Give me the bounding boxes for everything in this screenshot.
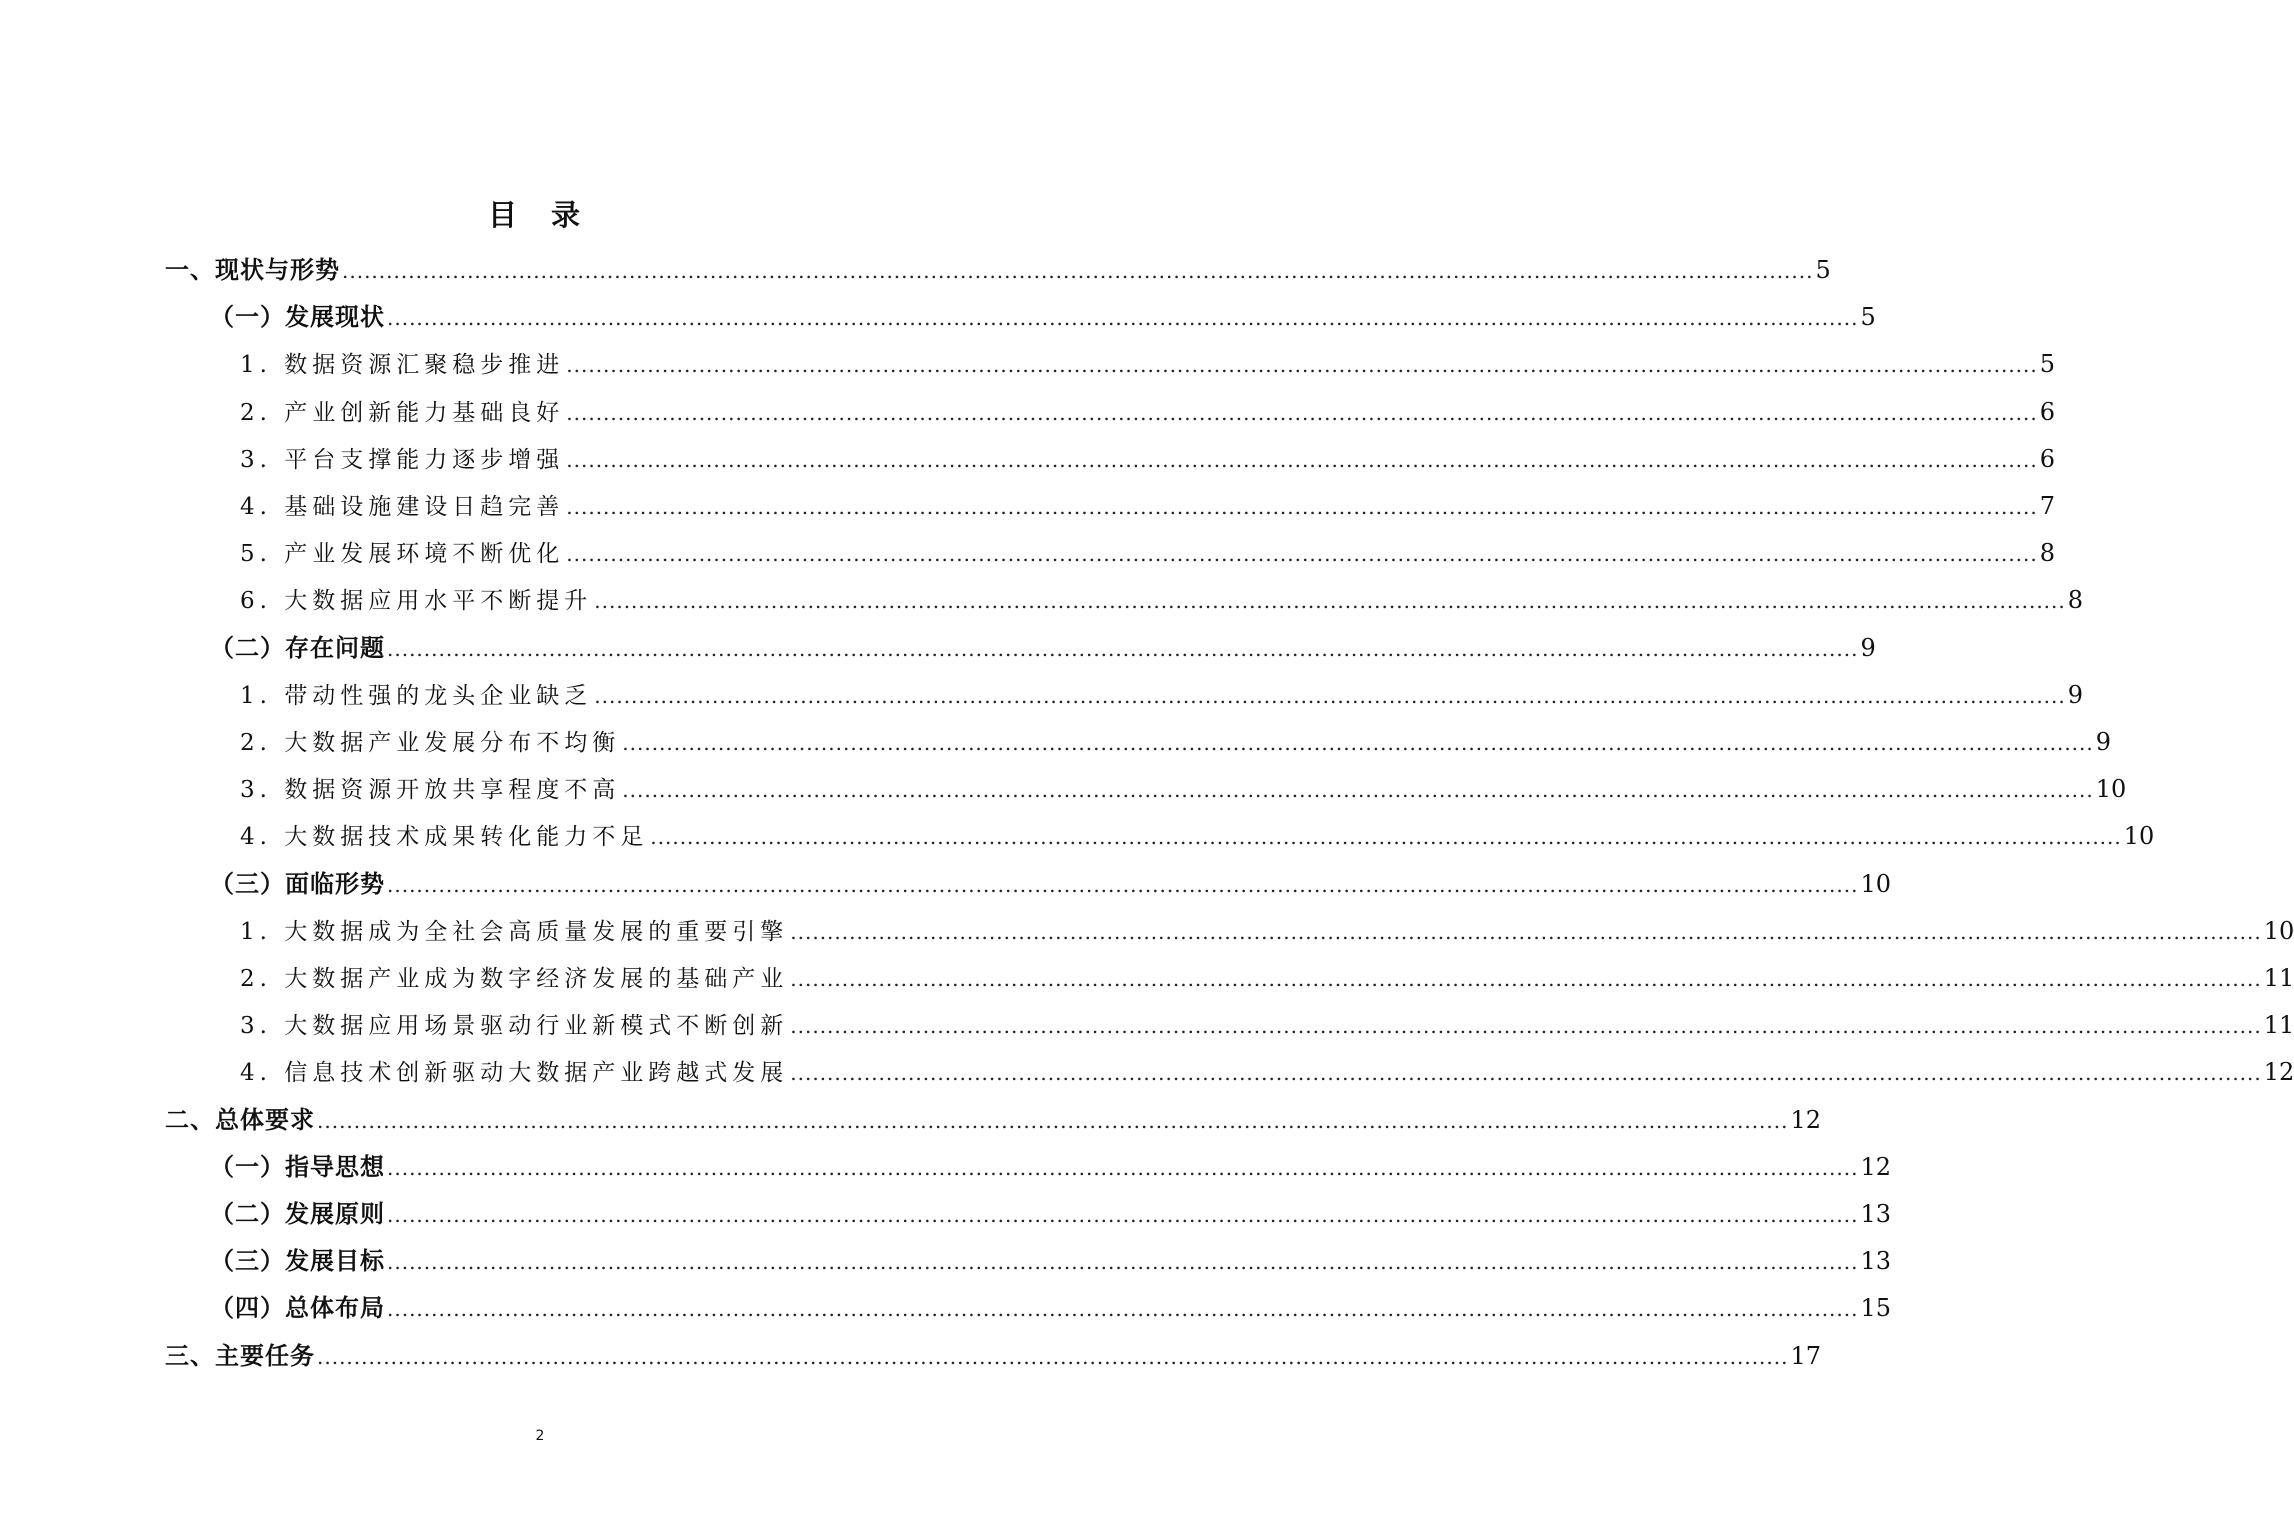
toc-dot-leader: ........................................................................................................................................................................................................	[566, 353, 2038, 378]
toc-entry-label: 6. 大数据应用水平不断提升	[240, 588, 593, 615]
toc-entry-page: 12	[2263, 1058, 2294, 1087]
toc-entry-page: 13	[1860, 1247, 1892, 1276]
toc-entry[interactable]	[210, 864, 1892, 904]
toc-dot-leader: ........................................................................................................................................................................................................	[790, 967, 2262, 991]
page-title: 目 录	[487, 198, 593, 232]
toc-entry-label: 1. 带动性强的龙头企业缺乏	[240, 682, 593, 709]
toc-entry[interactable]	[165, 1100, 1822, 1140]
toc-dot-leader: ........................................................................................................................................................................................................	[387, 306, 1859, 331]
toc-dot-leader: ........................................................................................................................................................................................................	[790, 1014, 2262, 1039]
toc-dot-leader: ........................................................................................................................................................................................................	[387, 1250, 1859, 1275]
toc-dot-leader: ........................................................................................................................................................................................................	[387, 1203, 1859, 1227]
toc-dot-leader: ........................................................................................................................................................................................................	[790, 1061, 2262, 1086]
toc-entry-label: （一）发展现状	[210, 303, 385, 332]
toc-dot-leader: ........................................................................................................................................................................................................	[317, 1344, 1789, 1369]
toc-entry-page: 5	[1860, 303, 1876, 332]
toc-entry-label: （二）发展原则	[210, 1200, 385, 1228]
toc-entry-label: 4. 信息技术创新驱动大数据产业跨越式发展	[240, 1060, 789, 1087]
toc-dot-leader: ........................................................................................................................................................................................................	[566, 542, 2038, 567]
toc-entry-label: 二、总体要求	[165, 1105, 315, 1134]
toc-entry[interactable]	[210, 1241, 1892, 1281]
toc-entry[interactable]	[210, 628, 1876, 668]
toc-entry-page: 9	[2067, 680, 2084, 709]
toc-entry-label: 3. 平台支撑能力逐步增强	[240, 446, 565, 473]
toc-entry-label: 2. 大数据产业发展分布不均衡	[240, 730, 621, 756]
toc-dot-leader: ........................................................................................................................................................................................................	[387, 1155, 1859, 1180]
toc-entry[interactable]	[210, 1147, 1892, 1187]
toc-entry[interactable]	[240, 816, 2155, 856]
toc-dot-leader: ........................................................................................................................................................................................................	[566, 447, 2038, 472]
toc-entry[interactable]	[240, 1005, 2294, 1045]
toc-entry-page: 11	[2263, 1011, 2294, 1040]
toc-entry-page: 12	[1790, 1105, 1822, 1134]
toc-entry-label: 2. 大数据产业成为数字经济发展的基础产业	[240, 966, 789, 992]
toc-entry-label: （一）指导思想	[210, 1152, 385, 1181]
toc-entry[interactable]	[240, 911, 2294, 951]
toc-dot-leader: ........................................................................................................................................................................................................	[387, 872, 1859, 897]
toc-entry[interactable]	[240, 958, 2294, 998]
toc-entry-page: 8	[2039, 539, 2056, 568]
toc-entry[interactable]	[240, 580, 2084, 620]
toc-entry-page: 6	[2039, 444, 2056, 473]
toc-dot-leader: ........................................................................................................................................................................................................	[622, 778, 2094, 803]
page-number: 2	[535, 1428, 545, 1444]
toc-entry-page: 12	[1860, 1152, 1892, 1181]
toc-entry-page: 8	[2067, 586, 2084, 615]
toc-entry-label: 3. 大数据应用场景驱动行业新模式不断创新	[240, 1013, 789, 1040]
toc-entry-label: 1. 数据资源汇聚稳步推进	[240, 352, 565, 379]
toc-entry-label: （四）总体布局	[210, 1294, 385, 1323]
toc-entry[interactable]	[210, 297, 1876, 337]
toc-dot-leader: ........................................................................................................................................................................................................	[622, 731, 2094, 755]
toc-dot-leader: ........................................................................................................................................................................................................	[594, 589, 2066, 614]
toc-entry-page: 11	[2263, 964, 2294, 992]
toc-entry-label: 一、现状与形势	[165, 256, 340, 284]
toc-dot-leader: ........................................................................................................................................................................................................	[566, 495, 2038, 519]
toc-dot-leader: ........................................................................................................................................................................................................	[387, 636, 1859, 661]
toc-entry-page: 7	[2039, 492, 2056, 520]
toc-entry-label: 三、主要任务	[165, 1341, 315, 1370]
toc-entry[interactable]	[240, 439, 2056, 479]
toc-entry-page: 17	[1790, 1341, 1822, 1370]
toc-entry[interactable]	[240, 769, 2127, 809]
toc-entry-label: 5. 产业发展环境不断优化	[240, 541, 565, 568]
toc-entry[interactable]	[240, 392, 2056, 432]
toc-entry-label: 4. 基础设施建设日趋完善	[240, 494, 565, 520]
toc-entry-page: 9	[2095, 728, 2112, 756]
toc-entry-page: 15	[1860, 1294, 1892, 1323]
toc-entry-page: 10	[1860, 869, 1892, 898]
toc-entry-label: 4. 大数据技术成果转化能力不足	[240, 824, 649, 851]
toc-dot-leader: ........................................................................................................................................................................................................	[650, 825, 2122, 850]
toc-entry-label: （二）存在问题	[210, 633, 385, 662]
toc-dot-leader: ........................................................................................................................................................................................................	[342, 259, 1814, 283]
toc-entry[interactable]	[240, 344, 2056, 384]
toc-dot-leader: ........................................................................................................................................................................................................	[387, 1297, 1859, 1322]
toc-entry[interactable]	[240, 486, 2056, 526]
toc-entry-label: （三）面临形势	[210, 869, 385, 898]
toc-entry-page: 5	[2039, 350, 2056, 379]
toc-entry[interactable]	[240, 722, 2112, 762]
toc-dot-leader: ........................................................................................................................................................................................................	[317, 1108, 1789, 1133]
toc-entry-page: 13	[1860, 1200, 1892, 1228]
toc-entry-page: 5	[1815, 256, 1831, 284]
toc-entry-page: 10	[2263, 916, 2294, 945]
toc-entry-page: 10	[2095, 775, 2127, 804]
toc-entry-label: （三）发展目标	[210, 1247, 385, 1276]
toc-entry[interactable]	[240, 533, 2056, 573]
toc-entry-label: 2. 产业创新能力基础良好	[240, 399, 565, 426]
toc-dot-leader: ........................................................................................................................................................................................................	[594, 683, 2066, 708]
toc-entry-label: 1. 大数据成为全社会高质量发展的重要引擎	[240, 918, 789, 945]
toc-entry[interactable]	[240, 1052, 2294, 1092]
toc-entry[interactable]	[165, 1336, 1822, 1376]
toc-dot-leader: ........................................................................................................................................................................................................	[790, 919, 2262, 944]
toc-entry-page: 9	[1860, 633, 1876, 662]
toc-entry-label: 3. 数据资源开放共享程度不高	[240, 777, 621, 804]
toc-dot-leader: ........................................................................................................................................................................................................	[566, 400, 2038, 425]
toc-entry-page: 10	[2123, 822, 2155, 851]
toc-entry[interactable]	[165, 250, 1831, 290]
toc-entry[interactable]	[210, 1194, 1892, 1234]
toc-entry[interactable]	[240, 675, 2084, 715]
toc-entry[interactable]	[210, 1288, 1892, 1328]
toc-entry-page: 6	[2039, 397, 2056, 426]
